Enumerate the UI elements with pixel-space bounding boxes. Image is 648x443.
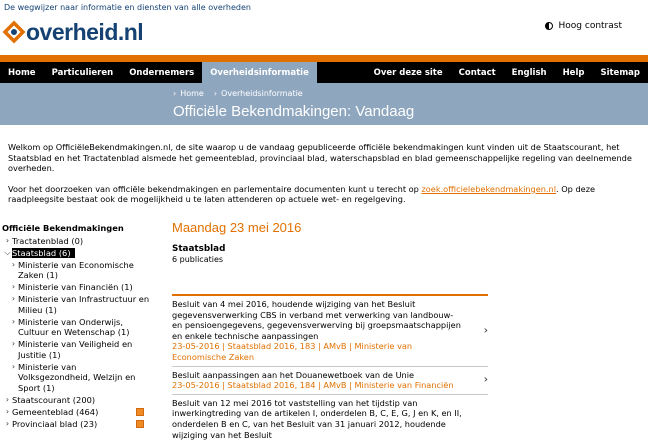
page-title: Officiële Bekendmakingen: Vandaag (173, 103, 415, 120)
rss-icon[interactable] (136, 420, 144, 428)
publication-meta: 23-05-2016 | Staatsblad 2016, 183 | AMvB | Ministerie van Economische Zaken (172, 341, 413, 362)
chevron-right-icon: › (5, 394, 10, 404)
sidebar-item-provinciaal-blad[interactable]: › Provinciaal blad (23) (0, 419, 152, 430)
nav-contact[interactable]: Contact (458, 67, 496, 78)
main-navigation (0, 62, 648, 83)
main-content (172, 220, 488, 443)
nav-sitemap[interactable]: Sitemap (600, 67, 640, 78)
breadcrumb-home[interactable]: › Home (173, 89, 204, 98)
chevron-right-icon: › (5, 418, 10, 428)
intro-text (8, 142, 640, 205)
breadcrumb-overheidsinformatie[interactable]: › Overheidsinformatie (214, 89, 303, 98)
publication-title: Besluit aanpassingen aan het Douanewetboek van de Unie (172, 369, 415, 380)
sidebar (0, 222, 152, 429)
chevron-right-icon: › (11, 294, 16, 303)
contrast-icon (545, 22, 553, 30)
intro-paragraph-1: Welkom op OfficiëleBekendmakingen.nl, de site waarop u de vandaag gepubliceerde officiële bekendmakingen kunt vinden uit de Staatscourant, het Staatsblad en het Tractatenblad alsmede het gemeenteblad, provinciaal blad, waterschapsblad en blad gemeenschappelijke regeling van deelnemende overheden. (8, 142, 632, 174)
sidebar-item-staatscourant[interactable]: › Staatscourant (200) (0, 395, 152, 406)
chevron-right-icon: › (11, 339, 16, 348)
publication-meta: 23-05-2016 | Staatsblad 2016, 184 | AMvB | Ministerie van Financiën (172, 380, 454, 391)
high-contrast-label: Hoog contrast (558, 21, 622, 31)
nav-particulieren[interactable]: Particulieren (51, 67, 114, 78)
logo-mark-icon (3, 21, 25, 43)
sidebar-item-veiligheid[interactable]: › Ministerie van Veiligheid en Justitie (1) (0, 339, 152, 360)
publication-item[interactable] (172, 296, 488, 367)
publication-item[interactable] (172, 395, 488, 443)
sidebar-item-onderwijs[interactable]: › Ministerie van Onderwijs, Cultuur en Wetenschap (1) (0, 317, 152, 338)
chevron-right-icon: › (11, 316, 16, 326)
section-count: 6 publicaties (172, 255, 224, 264)
site-logo[interactable] (3, 16, 143, 48)
chevron-right-icon: › (483, 372, 488, 386)
chevron-right-icon: › (11, 361, 16, 371)
chevron-down-icon: ⌵ (4, 247, 11, 257)
high-contrast-toggle[interactable] (545, 21, 622, 31)
chevron-right-icon: › (5, 235, 10, 245)
nav-overheidsinformatie[interactable]: Overheidsinformatie (202, 62, 317, 83)
sidebar-title: Officiële Bekendmakingen (2, 223, 124, 233)
site-tagline: De wegwijzer naar informatie en diensten van alle overheden (4, 3, 251, 12)
rss-icon[interactable] (136, 408, 144, 416)
sidebar-item-infrastructuur[interactable]: › Ministerie van Infrastructuur en Milieu (1) (0, 294, 152, 315)
logo-text: overheid.nl (26, 18, 144, 45)
nav-help[interactable]: Help (562, 67, 585, 78)
breadcrumb (173, 89, 303, 98)
chevron-right-icon: › (5, 406, 10, 416)
orange-divider-bar (0, 55, 648, 62)
chevron-right-icon: › (11, 282, 16, 291)
chevron-right-icon: › (11, 259, 16, 269)
publication-title: Besluit van 12 mei 2016 tot vaststelling van het tijdstip van inwerkingtreding van de artikelen I, onderdelen B, C, E, G, J en K, en II, onderdelen B en C, van het Besluit van 31 januari 2012, houdende wijziging van het Besluit (172, 397, 462, 440)
sidebar-item-financien[interactable]: › Ministerie van Financiën (1) (0, 282, 152, 293)
nav-ondernemers[interactable]: Ondernemers (129, 67, 195, 78)
publication-title: Besluit van 4 mei 2016, houdende wijziging van het Besluit gegevensverwerking CBS in verband met verwerking van landbouw- en pensioengegevens, gegevensverwerving bij groepsmaatschappijen en enkele technische aanpassingen (172, 299, 461, 341)
nav-home[interactable]: Home (8, 67, 36, 78)
page-banner (0, 83, 648, 125)
search-site-link[interactable]: zoek.officielebekendmakingen.nl (421, 183, 557, 194)
sidebar-item-economische-zaken[interactable]: › Ministerie van Economische Zaken (1) (0, 260, 152, 281)
chevron-right-icon: › (483, 323, 488, 337)
publication-item[interactable] (172, 367, 488, 395)
nav-over-deze-site[interactable]: Over deze site (373, 67, 443, 78)
publication-date: Maandag 23 mei 2016 (172, 220, 302, 235)
sidebar-item-gemeenteblad[interactable]: › Gemeenteblad (464) (0, 407, 152, 418)
nav-english[interactable]: English (511, 67, 547, 78)
section-title: Staatsblad (172, 244, 226, 254)
intro-paragraph-2: Voor het doorzoeken van officiële bekendmakingen en parlementaire documenten kunt u terecht op zoek.officielebekendmakingen.nl. Op deze raadpleegsite bestaat ook de mogelijkheid u te laten attenderen op actuele wet- en regelgeving. (8, 183, 596, 205)
sidebar-item-tractatenblad[interactable]: › Tractatenblad (0) (0, 236, 152, 247)
sidebar-item-staatsblad[interactable]: ⌵ Staatsblad (6) (0, 248, 152, 259)
sidebar-item-volksgezondheid[interactable]: › Ministerie van Volksgezondheid, Welzijn en Sport (1) (0, 362, 152, 394)
